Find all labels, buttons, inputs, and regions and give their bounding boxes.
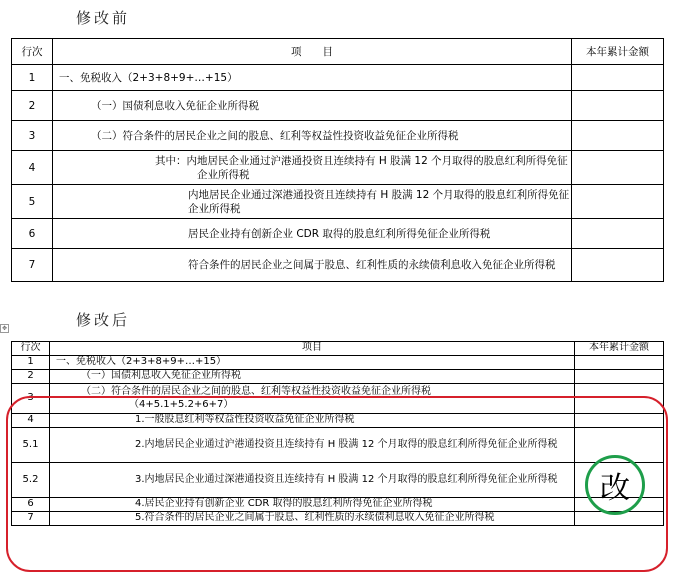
row-no: 6 <box>12 219 53 249</box>
row-item-text: （二）符合条件的居民企业之间的股息、红利等权益性投资收益免征企业所得税 <box>81 386 431 397</box>
table-row <box>12 384 664 414</box>
table-row <box>12 463 664 498</box>
header-amount: 本年累计金额 <box>575 342 664 356</box>
row-item: 一、免税收入（2+3+8+9+…+15） <box>53 65 572 91</box>
row-no: 2 <box>12 91 53 121</box>
table-row <box>12 356 664 370</box>
row-amount <box>575 370 664 384</box>
row-item: 5.符合条件的居民企业之间属于股息、红利性质的永续债利息收入免征企业所得税 <box>50 512 575 526</box>
table-row <box>12 428 664 463</box>
row-amount <box>575 356 664 370</box>
table-row <box>12 65 664 91</box>
row-no: 2 <box>12 370 50 384</box>
row-item: 符合条件的居民企业之间属于股息、红利性质的永续债利息收入免征企业所得税 <box>53 249 572 282</box>
row-no: 7 <box>12 512 50 526</box>
row-no: 5.2 <box>12 463 50 498</box>
row-amount <box>572 219 664 249</box>
row-amount <box>575 414 664 428</box>
row-item: 内地居民企业通过深港通投资且连续持有 H 股满 12 个月取得的股息红利所得免征企业所得税 <box>53 185 572 219</box>
row-amount <box>575 384 664 414</box>
row-item-text: 2.内地居民企业通过沪港通投资且连续持有 H 股满 12 个月取得的股息红利所得免征企业所得税 <box>135 438 558 450</box>
heading-before: 修改前 <box>76 9 131 27</box>
table-row <box>12 498 664 512</box>
table-row <box>12 185 664 219</box>
row-amount <box>572 121 664 151</box>
table-before <box>11 38 664 282</box>
row-amount <box>572 185 664 219</box>
revision-stamp: 改 <box>585 455 645 515</box>
table-row <box>12 121 664 151</box>
row-no: 3 <box>12 384 50 414</box>
row-no: 7 <box>12 249 53 282</box>
row-no: 4 <box>12 414 50 428</box>
table-row <box>12 219 664 249</box>
header-row-no: 行次 <box>12 342 50 356</box>
row-no: 6 <box>12 498 50 512</box>
row-item-text: 其中：内地居民企业通过沪港通投资且连续持有 H 股满 12 个月取得的股息红利所得免征企业所得税 <box>155 154 568 181</box>
row-amount <box>572 151 664 185</box>
table-row <box>12 151 664 185</box>
row-no: 1 <box>12 356 50 370</box>
table-header-row <box>12 39 664 65</box>
table-row <box>12 512 664 526</box>
row-amount <box>572 249 664 282</box>
row-item: 居民企业持有创新企业 CDR 取得的股息红利所得免征企业所得税 <box>53 219 572 249</box>
row-no: 5.1 <box>12 428 50 463</box>
table-anchor-icon[interactable]: ✥ <box>1 325 8 332</box>
row-no: 3 <box>12 121 53 151</box>
header-row-no: 行次 <box>12 39 53 65</box>
row-item: （二）符合条件的居民企业之间的股息、红利等权益性投资收益免征企业所得税 <box>53 121 572 151</box>
row-amount <box>572 91 664 121</box>
row-amount <box>572 65 664 91</box>
row-no: 1 <box>12 65 53 91</box>
row-item: 4.居民企业持有创新企业 CDR 取得的股息红利所得免征企业所得税 <box>50 498 575 512</box>
row-item <box>50 384 575 414</box>
header-item: 项目 <box>50 342 575 356</box>
table-row <box>12 370 664 384</box>
row-item: （一）国债利息收入免征企业所得税 <box>53 91 572 121</box>
table-header-row <box>12 342 664 356</box>
table-row <box>12 414 664 428</box>
row-item: （一）国债利息收入免征企业所得税 <box>50 370 575 384</box>
row-item-formula: （4+5.1+5.2+6+7） <box>129 398 234 410</box>
row-item <box>50 428 575 463</box>
row-no: 4 <box>12 151 53 185</box>
table-row <box>12 91 664 121</box>
header-item: 项 目 <box>53 39 572 65</box>
table-after <box>11 341 664 526</box>
heading-after: 修改后 <box>76 311 131 329</box>
row-item-text: 3.内地居民企业通过深港通投资且连续持有 H 股满 12 个月取得的股息红利所得免征企业所得税 <box>135 473 558 485</box>
row-item <box>53 151 572 185</box>
row-item <box>50 463 575 498</box>
row-item: 1.一般股息红利等权益性投资收益免征企业所得税 <box>50 414 575 428</box>
table-row <box>12 249 664 282</box>
header-amount: 本年累计金额 <box>572 39 664 65</box>
row-item: 一、免税收入（2+3+8+9+…+15） <box>50 356 575 370</box>
row-no: 5 <box>12 185 53 219</box>
